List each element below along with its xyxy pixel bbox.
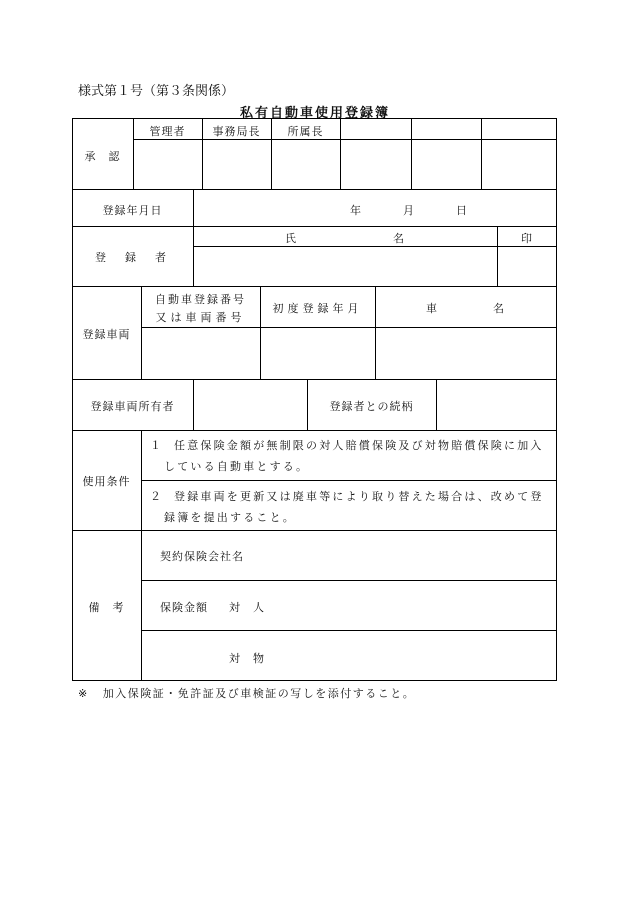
- seal-header: 印: [521, 232, 533, 245]
- date-month-label: 月: [403, 204, 415, 217]
- condition-1-line2: している自動車とする。: [164, 460, 310, 473]
- per-person-label: 対 人: [229, 601, 265, 614]
- condition-2-number: ２: [150, 490, 162, 503]
- grid-line: [133, 139, 557, 140]
- first-registration-header: 初度登録年月: [272, 302, 363, 315]
- grid-line: [141, 327, 557, 328]
- document-title: 私有自動車使用登録簿: [239, 106, 390, 121]
- vehicle-owner-label: 登録車両所有者: [90, 400, 175, 413]
- grid-line: [193, 189, 194, 286]
- car-name-header-2: 名: [493, 302, 505, 315]
- condition-2-line1: 登録車両を更新又は廃車等により取り替えた場合は、改めて登: [174, 490, 544, 503]
- remarks-label: 備 考: [88, 601, 125, 614]
- approval-label: 承 認: [84, 150, 121, 163]
- grid-line: [193, 246, 557, 247]
- grid-line: [375, 286, 376, 379]
- condition-1-line1: 任意保険金額が無制限の対人賠償保険及び対物賠償保険に加入: [174, 439, 544, 452]
- insurance-company-label: 契約保険会社名: [160, 550, 244, 563]
- grid-line: [411, 118, 412, 189]
- grid-line: [72, 189, 557, 190]
- condition-2-line2: 録簿を提出すること。: [164, 511, 296, 524]
- car-name-header-1: 車: [426, 302, 438, 315]
- insurance-amount-label: 保険金額: [160, 601, 208, 614]
- registrant-label: 登 録 者: [95, 251, 170, 264]
- grid-line: [141, 430, 142, 681]
- grid-line: [72, 226, 557, 227]
- registration-date-label: 登録年月日: [102, 204, 163, 217]
- grid-line: [72, 379, 557, 380]
- approval-role-manager: 管理者: [149, 125, 186, 138]
- approval-role-secretary-general: 事務局長: [212, 125, 261, 138]
- grid-line: [141, 580, 557, 581]
- form-number: 様式第１号（第３条関係）: [78, 84, 235, 99]
- grid-line: [72, 286, 557, 287]
- condition-1-number: １: [150, 439, 162, 452]
- date-day-label: 日: [456, 204, 468, 217]
- grid-line: [72, 430, 557, 431]
- relationship-label: 登録者との続柄: [329, 400, 414, 413]
- grid-line: [141, 480, 557, 481]
- registrant-name-header-2: 名: [393, 232, 405, 245]
- grid-line: [481, 118, 482, 189]
- registrant-name-header-1: 氏: [285, 232, 297, 245]
- conditions-label: 使用条件: [82, 475, 131, 488]
- grid-line: [340, 118, 341, 189]
- grid-line: [141, 630, 557, 631]
- vehicle-number-header-line2: 又は車両番号: [155, 311, 246, 324]
- grid-line: [436, 379, 437, 430]
- footnote-text: 加入保険証・免許証及び車検証の写しを添付すること。: [102, 687, 416, 700]
- per-property-label: 対 物: [229, 652, 265, 665]
- vehicle-number-header-line1: 自動車登録番号: [155, 293, 246, 306]
- approval-role-department-head: 所属長: [287, 125, 324, 138]
- grid-line: [72, 530, 557, 531]
- footnote-mark: ※: [78, 687, 89, 700]
- grid-line: [193, 379, 194, 430]
- vehicle-label: 登録車両: [82, 328, 131, 341]
- date-year-label: 年: [350, 204, 362, 217]
- footnote: [78, 685, 415, 701]
